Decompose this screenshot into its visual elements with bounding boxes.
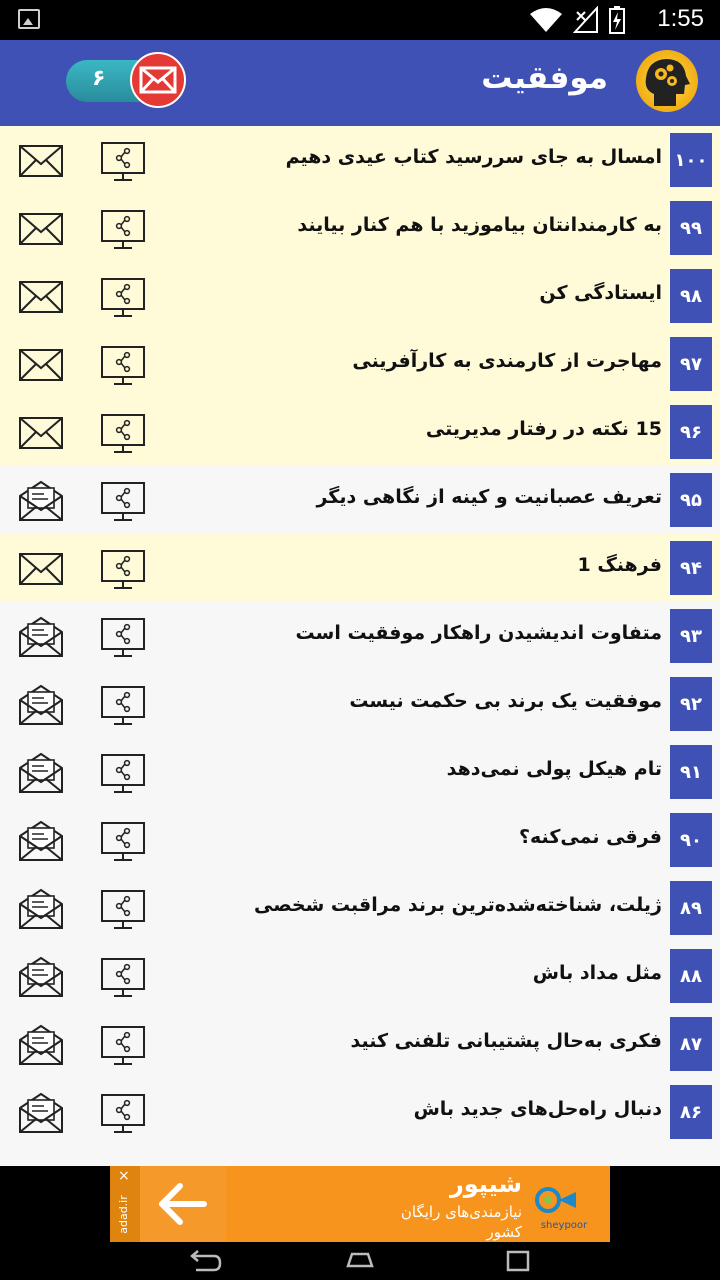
envelope-open-icon [18,616,64,658]
read-status-button[interactable] [18,344,64,386]
list-item[interactable] [0,806,720,874]
share-screen-icon [101,210,145,250]
item-title[interactable]: فرهنگ 1 [577,554,662,576]
share-button[interactable] [101,822,145,862]
item-title[interactable]: موفقیت یک برند بی حکمت نیست [349,690,662,712]
item-number: ۹۰ [670,813,712,867]
envelope-open-icon [18,1092,64,1134]
ad-headline: شیپور [449,1170,522,1198]
list-item[interactable] [0,262,720,330]
list-item[interactable] [0,874,720,942]
list-item[interactable] [0,330,720,398]
item-title[interactable]: امسال به جای سررسید کتاب عیدی دهیم [285,146,662,168]
share-button[interactable] [101,142,145,182]
wifi-icon [529,6,563,34]
item-number: ۹۷ [670,337,712,391]
list-item[interactable] [0,194,720,262]
read-status-button[interactable] [18,888,64,930]
svg-text:sheypoor: sheypoor [540,1220,588,1231]
read-status-button[interactable] [18,616,64,658]
navigation-bar [0,1242,720,1280]
read-status-button[interactable] [18,480,64,522]
list-item[interactable] [0,466,720,534]
read-status-button[interactable] [18,956,64,998]
share-button[interactable] [101,1026,145,1066]
share-button[interactable] [101,958,145,998]
item-title[interactable]: ژیلت، شناخته‌شده‌ترین برند مراقبت شخصی [253,894,662,916]
clock: 1:55 [657,5,704,32]
item-title[interactable]: مهاجرت از کارمندی به کارآفرینی [352,350,662,372]
item-number: ۱۰۰ [670,133,712,187]
list-item[interactable] [0,1010,720,1078]
envelope-closed-icon [18,344,64,386]
item-title[interactable]: به کارمندانتان بیاموزید با هم کنار بیایند [297,214,662,236]
item-number: ۹۹ [670,201,712,255]
messages-button[interactable] [130,52,186,108]
home-icon[interactable] [340,1246,380,1276]
envelope-closed-icon [18,412,64,454]
read-status-button[interactable] [18,752,64,794]
item-number: ۹۲ [670,677,712,731]
item-title[interactable]: تعریف عصبانیت و کینه از نگاهی دیگر [316,486,662,508]
sheypoor-logo-icon [532,1180,596,1232]
share-button[interactable] [101,346,145,386]
share-screen-icon [101,278,145,318]
item-number: ۸۶ [670,1085,712,1139]
item-title[interactable]: فرقی نمی‌کنه؟ [519,826,662,848]
envelope-open-icon [18,888,64,930]
envelope-closed-icon [18,548,64,590]
item-title[interactable]: متفاوت اندیشیدن راهکار موفقیت است [295,622,662,644]
item-number: ۹۳ [670,609,712,663]
read-status-button[interactable] [18,1024,64,1066]
read-status-button[interactable] [18,208,64,250]
ad-close-button[interactable]: × [118,1168,130,1184]
item-number: ۹۱ [670,745,712,799]
envelope-open-icon [18,956,64,998]
share-screen-icon [101,754,145,794]
item-number: ۸۷ [670,1017,712,1071]
share-button[interactable] [101,278,145,318]
list-item[interactable] [0,398,720,466]
unread-count: ۶ [92,66,106,91]
list-item[interactable] [0,738,720,806]
share-button[interactable] [101,210,145,250]
read-status-button[interactable] [18,1092,64,1134]
list-item[interactable] [0,534,720,602]
arrow-left-icon [140,1166,226,1242]
item-number: ۸۹ [670,881,712,935]
item-title[interactable]: مثل مداد باش [532,962,662,984]
status-icons [529,6,625,34]
envelope-open-icon [18,752,64,794]
read-status-button[interactable] [18,820,64,862]
share-button[interactable] [101,754,145,794]
ad-arrow-button[interactable] [140,1166,226,1242]
envelope-open-icon [18,820,64,862]
share-button[interactable] [101,482,145,522]
share-screen-icon [101,958,145,998]
item-title[interactable]: تام هیکل پولی نمی‌دهد [446,758,662,780]
share-screen-icon [101,1094,145,1134]
ad-subtext: نیازمندی‌های رایگان کشور [400,1203,522,1241]
list-item[interactable] [0,126,720,194]
app-logo [636,50,698,112]
share-screen-icon [101,142,145,182]
share-screen-icon [101,1026,145,1066]
head-gears-icon [636,50,698,112]
item-number: ۹۵ [670,473,712,527]
item-title[interactable]: 15 نکته در رفتار مدیریتی [425,418,662,440]
read-status-button[interactable] [18,548,64,590]
ad-brand-logo [532,1180,596,1232]
item-number: ۹۸ [670,269,712,323]
signal-icon [573,6,599,34]
envelope-icon [132,54,184,106]
list-item[interactable] [0,670,720,738]
envelope-closed-icon [18,208,64,250]
item-number: ۸۸ [670,949,712,1003]
battery-charging-icon [609,6,625,34]
back-icon[interactable] [184,1246,224,1276]
share-button[interactable] [101,686,145,726]
read-status-button[interactable] [18,140,64,182]
ad-network-label: adad.ir [116,1195,130,1234]
envelope-closed-icon [18,276,64,318]
item-number: ۹۶ [670,405,712,459]
ad-side-strip [110,1166,140,1242]
item-number: ۹۴ [670,541,712,595]
envelope-open-icon [18,480,64,522]
article-list[interactable] [0,126,720,1166]
share-button[interactable] [101,414,145,454]
share-screen-icon [101,686,145,726]
share-button[interactable] [101,1094,145,1134]
share-button[interactable] [101,618,145,658]
list-item[interactable] [0,1078,720,1146]
item-title[interactable]: فکری به‌حال پشتیبانی تلفنی کنید [350,1030,662,1052]
share-screen-icon [101,550,145,590]
item-title[interactable]: دنبال راه‌حل‌های جدید باش [413,1098,662,1120]
share-screen-icon [101,346,145,386]
share-button[interactable] [101,550,145,590]
ad-banner[interactable] [110,1166,610,1242]
gallery-notification-icon [18,9,40,29]
list-item[interactable] [0,942,720,1010]
app-bar [0,40,720,126]
read-status-button[interactable] [18,412,64,454]
share-screen-icon [101,618,145,658]
page-title: موفقیت [481,60,608,96]
status-bar [0,0,720,40]
recents-icon[interactable] [498,1246,538,1276]
item-title[interactable]: ایستادگی کن [539,282,662,304]
envelope-open-icon [18,684,64,726]
list-item[interactable] [0,602,720,670]
share-screen-icon [101,822,145,862]
share-screen-icon [101,482,145,522]
read-status-button[interactable] [18,684,64,726]
share-button[interactable] [101,890,145,930]
envelope-open-icon [18,1024,64,1066]
read-status-button[interactable] [18,276,64,318]
share-screen-icon [101,890,145,930]
envelope-closed-icon [18,140,64,182]
share-screen-icon [101,414,145,454]
